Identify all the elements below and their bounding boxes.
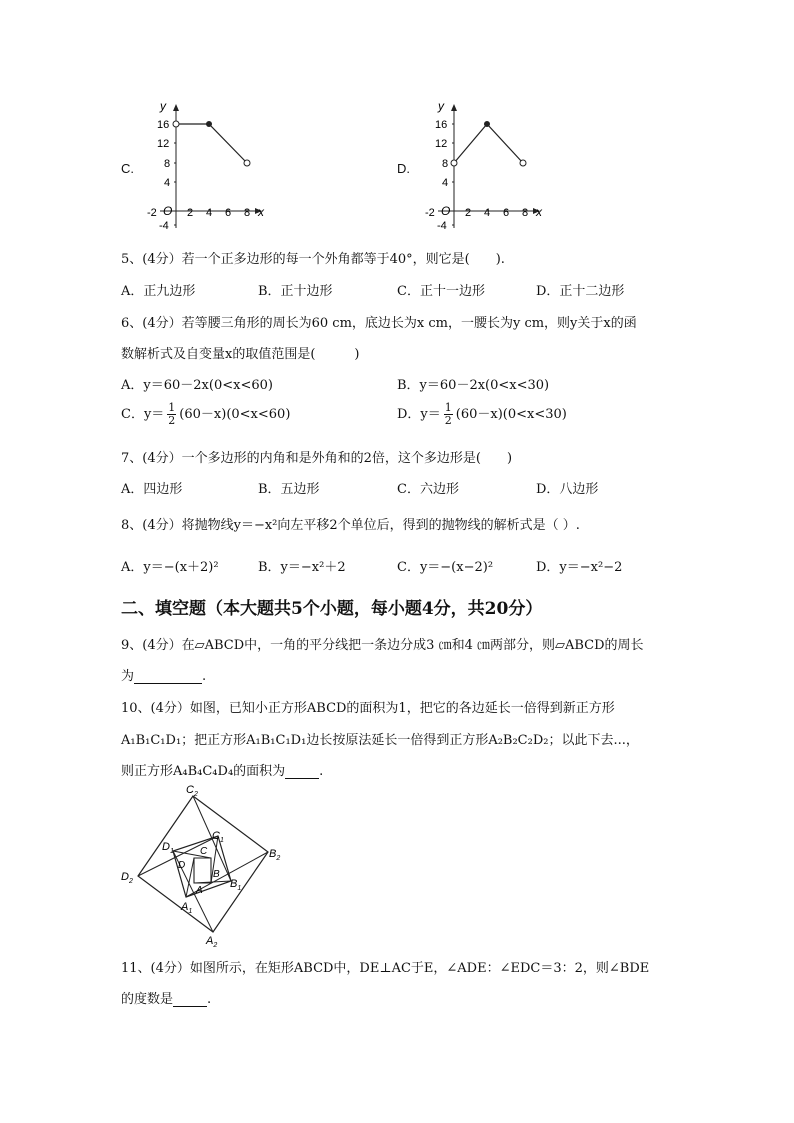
q11-prefix: 的度数是 (121, 992, 174, 1007)
graph-option-d (416, 100, 546, 235)
closed-point (484, 121, 490, 127)
y-axis-arrow (451, 104, 457, 111)
open-point (451, 160, 457, 166)
y-tick-label: 8 (442, 158, 449, 170)
question-8-text: 8、(4分）将抛物线y＝−x²向左平移2个单位后，得到的抛物线的解析式是（ ）. (121, 518, 580, 533)
question-9-line-1: 9、(4分）在▱ABCD中，一角的平分线把一条边分成3 ㎝和4 ㎝两部分，则▱ABCD的周长 (121, 638, 644, 653)
question-10-line-3 (121, 760, 323, 779)
fraction-denominator: 2 (168, 414, 176, 427)
q10-prefix: 则正方形A₄B₄C₄D₄的面积为 (121, 764, 286, 779)
y-axis-arrow (173, 104, 179, 111)
y-axis-label: y (160, 100, 166, 113)
x-tick-label: 8 (522, 207, 529, 219)
x-tick-label: 2 (465, 207, 472, 219)
answer-blank[interactable] (173, 992, 207, 1007)
q9-prefix: 为 (121, 669, 135, 684)
y-tick-label: 8 (164, 158, 171, 170)
question-11-line-1: 11、(4分）如图所示，在矩形ABCD中，DE⊥AC于E，∠ADE：∠EDC＝3：2，则∠BDE (121, 961, 650, 976)
y-tick-label: 12 (157, 138, 170, 150)
question-6-line-1: 6、(4分）若等腰三角形的周长为60 cm，底边长为x cm，一腰长为y cm，则y关于x的函 (121, 316, 637, 331)
closed-point (206, 121, 212, 127)
option-c-label: C. (121, 161, 134, 176)
segment-up (454, 124, 487, 163)
option-c-prefix: C．y＝ (121, 407, 165, 422)
q11-suffix: . (207, 992, 212, 1007)
fraction-denominator: 2 (444, 414, 452, 427)
x-axis-label: x (536, 205, 542, 219)
option-d-prefix: D．y＝ (397, 407, 441, 422)
vertex-label-a1: $A_1$ (181, 901, 193, 915)
y-tick-label: 4 (164, 177, 171, 189)
question-8-option-d: D．y＝−x²−2 (536, 560, 623, 575)
q9-suffix: . (202, 669, 207, 684)
question-7-option-a: A．四边形 (121, 482, 183, 497)
origin-label: O (441, 204, 451, 218)
y-tick-label: 12 (435, 138, 448, 150)
vertex-label-d1: $D_1$ (162, 841, 174, 855)
vertex-label-c2: $C_2$ (186, 784, 198, 798)
question-6-option-a: A．y＝60－2x(0<x<60) (121, 378, 273, 393)
question-6-option-b: B．y＝60－2x(0<x<30) (397, 378, 550, 393)
y-tick-label: 16 (435, 119, 448, 131)
question-6-option-c (121, 402, 290, 427)
open-point (244, 160, 250, 166)
vertex-label-d: D (178, 860, 186, 871)
open-point (173, 121, 179, 127)
x-tick-label: 8 (244, 207, 251, 219)
y-tick-label: 16 (157, 119, 170, 131)
segment-down (209, 124, 247, 163)
x-tick-label: 6 (225, 207, 232, 219)
square-abcd (194, 858, 211, 883)
question-5-option-a: A．正九边形 (121, 284, 196, 299)
question-7-text: 7、(4分）一个多边形的内角和是外角和的2倍，这个多边形是( ) (121, 451, 513, 466)
question-10-line-2: A₁B₁C₁D₁；把正方形A₁B₁C₁D₁边长按原法延长一倍得到正方形A₂B₂C₂D₂；以此下去...， (121, 733, 639, 748)
q10-suffix: . (319, 764, 324, 779)
question-7-option-d: D．八边形 (536, 482, 599, 497)
question-8-option-c: C．y＝−(x−2)² (397, 560, 494, 575)
question-5-option-d: D．正十二边形 (536, 284, 625, 299)
vertex-label-a2: $A_2$ (206, 935, 218, 949)
open-point (520, 160, 526, 166)
x-tick-label: 6 (503, 207, 510, 219)
vertex-label-b2: $B_2$ (269, 848, 281, 862)
vertex-label-c: C (200, 846, 208, 857)
fraction-half (167, 402, 176, 427)
question-5-text: 5、(4分）若一个正多边形的每一个外角都等于40°，则它是( ). (121, 252, 505, 267)
vertex-label-b: B (213, 869, 220, 880)
fraction-numerator: 1 (168, 401, 176, 414)
x-tick-label: -2 (425, 207, 435, 219)
x-tick-label: 4 (206, 207, 213, 219)
question-7-option-c: C．六边形 (397, 482, 459, 497)
vertex-label-a: A (196, 885, 203, 896)
question-5-option-c: C．正十一边形 (397, 284, 485, 299)
vertex-label-d2: $D_2$ (121, 871, 133, 885)
x-tick-label: -2 (147, 207, 157, 219)
answer-blank[interactable] (285, 764, 319, 779)
nested-squares-figure (118, 782, 298, 952)
question-8-option-a: A．y＝−(x＋2)² (121, 560, 219, 575)
question-6-line-2: 数解析式及自变量x的取值范围是( ) (121, 347, 360, 362)
question-6-option-d (397, 402, 567, 427)
question-10-line-1: 10、(4分）如图，已知小正方形ABCD的面积为1，把它的各边延长一倍得到新正方形 (121, 701, 615, 716)
vertex-label-b1: $B_1$ (230, 878, 242, 892)
y-axis-label: y (438, 100, 444, 113)
answer-blank[interactable] (134, 669, 202, 684)
x-axis-label: x (258, 205, 264, 219)
option-d-suffix: (60－x)(0<x<30) (455, 407, 567, 422)
question-7-option-b: B．五边形 (258, 482, 320, 497)
graph-option-c (138, 100, 268, 235)
question-11-line-2 (121, 988, 211, 1007)
fraction-numerator: 1 (444, 401, 452, 414)
x-tick-label: 4 (484, 207, 491, 219)
option-c-suffix: (60－x)(0<x<60) (179, 407, 291, 422)
y-tick-label: 4 (442, 177, 449, 189)
question-8-option-b: B．y＝−x²＋2 (258, 560, 346, 575)
section-2-title: 二、填空题（本大题共5个小题，每小题4分，共20分） (121, 599, 543, 619)
y-tick-label: -4 (437, 220, 447, 232)
origin-label: O (163, 204, 173, 218)
question-9-line-2 (121, 665, 206, 684)
vertex-label-c1: $C_1$ (212, 830, 224, 844)
segment-down (487, 124, 523, 163)
question-5-option-b: B．正十边形 (258, 284, 333, 299)
y-tick-label: -4 (159, 220, 169, 232)
fraction-half (444, 402, 453, 427)
x-tick-label: 2 (187, 207, 194, 219)
option-d-label: D. (397, 161, 410, 176)
